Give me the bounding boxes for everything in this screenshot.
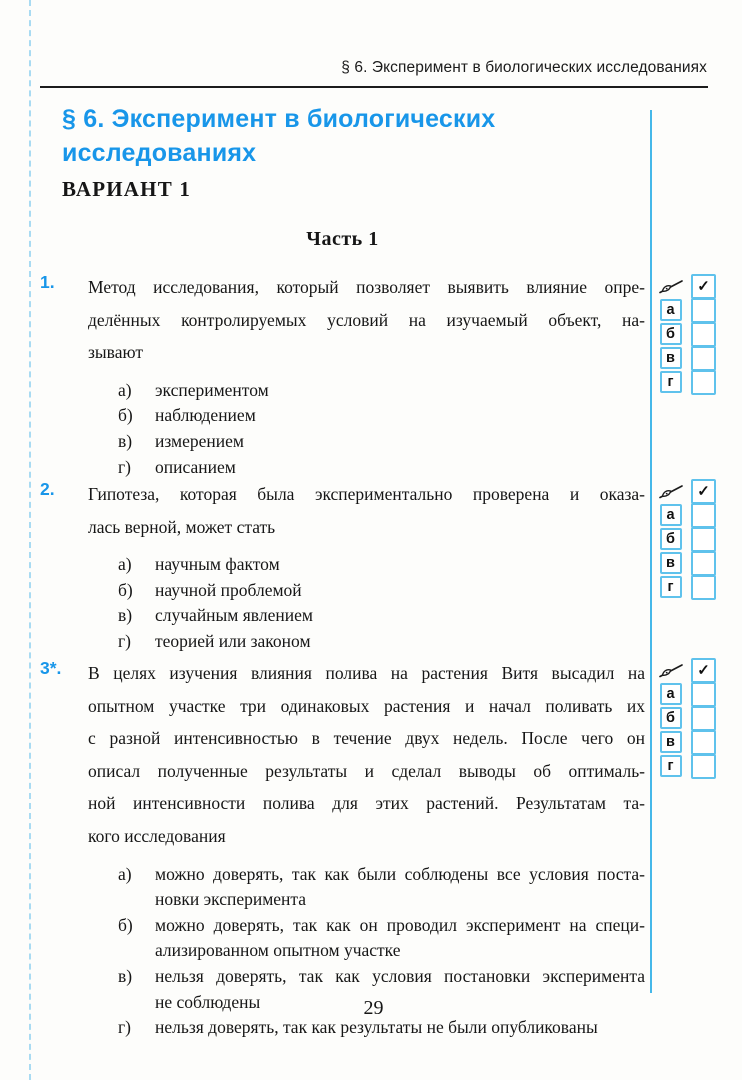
answer-row-b — [657, 323, 737, 345]
answer-letter-g: г — [660, 755, 682, 777]
question-text-line: Гипотеза, которая была экспериментально проверена и оказа- — [88, 484, 645, 504]
answer-checkbox-a[interactable] — [691, 503, 716, 528]
option-text-line: можно доверять, так как были соблюдены все условия поста- — [155, 863, 645, 884]
option-text-line: ализированном опытном участке — [155, 940, 401, 961]
option-label: г) — [118, 630, 132, 651]
option-label: в) — [118, 965, 133, 986]
option-v — [118, 429, 645, 455]
answer-row-g — [657, 371, 737, 393]
question-text-line: опытном участке три одинаковых растения и начал поливать их — [88, 695, 645, 716]
answer-letter-b: б — [660, 323, 682, 345]
option-v — [118, 603, 645, 629]
option-label: г) — [118, 1017, 132, 1038]
option-label: а) — [118, 863, 132, 884]
option-text-line: нельзя доверять, так как результаты не были опубликованы — [155, 1017, 598, 1038]
answer-checkbox-b[interactable] — [691, 322, 716, 347]
option-text-line: новки эксперимента — [155, 889, 307, 910]
option-g — [118, 455, 645, 481]
option-a — [118, 378, 645, 404]
section-title: § 6. Эксперимент в биологических исследованиях — [62, 105, 496, 167]
answer-checkbox-v[interactable] — [691, 730, 716, 755]
answer-row-g — [657, 755, 737, 777]
option-a — [118, 552, 645, 578]
option-label: г) — [118, 456, 132, 477]
option-text: научной проблемой — [155, 579, 302, 600]
header-rule — [40, 86, 708, 88]
question-2-number: 2. — [40, 479, 55, 499]
option-label: б) — [118, 579, 133, 600]
question-3 — [40, 657, 645, 1041]
option-text: случайным явлением — [155, 605, 313, 626]
answer-letter-g: г — [660, 371, 682, 393]
question-text-line: зывают — [88, 342, 143, 363]
answer-checkbox-v[interactable] — [691, 346, 716, 371]
answer-checkbox-example-checked[interactable]: ✓ — [691, 479, 716, 504]
question-text-line: делённых контролируемых условий на изучаемый объект, на- — [88, 309, 645, 330]
option-text-line: нельзя доверять, так как условия постановки эксперимента — [155, 965, 645, 986]
option-b — [118, 913, 645, 964]
pen-nib-icon — [657, 483, 684, 499]
answer-checkbox-g[interactable] — [691, 370, 716, 395]
option-label: в) — [118, 605, 133, 626]
question-text-line: с разной интенсивностью в течение двух недель. После чего он — [88, 728, 645, 749]
answer-letter-b: б — [660, 528, 682, 550]
answer-row-v — [657, 552, 737, 574]
question-1-options — [88, 378, 645, 480]
answer-checkbox-g[interactable] — [691, 575, 716, 600]
answer-letter-a: а — [660, 683, 682, 705]
option-g — [118, 629, 645, 655]
answer-checkbox-b[interactable] — [691, 706, 716, 731]
answer-checkbox-example-checked[interactable]: ✓ — [691, 658, 716, 683]
option-text: измерением — [155, 430, 244, 451]
question-2-options — [88, 552, 645, 654]
pen-nib-icon — [657, 662, 684, 678]
question-1-text — [88, 271, 645, 369]
option-text: теорией или законом — [155, 630, 311, 651]
answer-checkbox-v[interactable] — [691, 551, 716, 576]
option-text: научным фактом — [155, 554, 280, 575]
answer-letter-a: а — [660, 299, 682, 321]
option-label: б) — [118, 914, 133, 935]
answer-row-a — [657, 299, 737, 321]
running-header: § 6. Эксперимент в биологических исследованиях — [341, 59, 707, 76]
option-text-line: можно доверять, так как он проводил эксперимент на специ- — [155, 914, 645, 935]
answer-row-b — [657, 528, 737, 550]
answer-letter-v: в — [660, 347, 682, 369]
page-number: 29 — [363, 997, 384, 1019]
answer-letter-v: в — [660, 552, 682, 574]
pen-nib-icon — [657, 278, 684, 294]
answer-letter-v: в — [660, 731, 682, 753]
answer-row-v — [657, 347, 737, 369]
option-a — [118, 862, 645, 913]
option-text: экспериментом — [155, 379, 269, 400]
answer-checkbox-a[interactable] — [691, 298, 716, 323]
answer-letter-b: б — [660, 707, 682, 729]
option-label: в) — [118, 430, 133, 451]
answer-grid-header-row — [657, 480, 737, 502]
answer-row-v — [657, 731, 737, 753]
option-b — [118, 578, 645, 604]
answer-checkbox-b[interactable] — [691, 527, 716, 552]
answer-letter-a: а — [660, 504, 682, 526]
option-label: а) — [118, 379, 132, 400]
variant-heading: ВАРИАНТ 1 — [62, 177, 192, 201]
perforation-dashed-line — [29, 0, 31, 1080]
answer-letter-g: г — [660, 576, 682, 598]
answer-checkbox-a[interactable] — [691, 682, 716, 707]
question-text-line: кого исследования — [88, 825, 226, 846]
question-text-line: Метод исследования, который позволяет выявить влияние опре- — [88, 277, 645, 297]
answer-row-b — [657, 707, 737, 729]
answer-grid-q3 — [657, 659, 737, 779]
question-text-line: описал полученные результаты и сделал выводы об оптималь- — [88, 760, 645, 781]
question-1 — [40, 271, 645, 480]
question-3-text — [88, 657, 645, 853]
option-label: а) — [118, 554, 132, 575]
answer-grid-q2 — [657, 480, 737, 600]
question-2-text — [88, 478, 645, 543]
option-label: б) — [118, 405, 133, 426]
option-text: наблюдением — [155, 405, 256, 426]
answer-row-g — [657, 576, 737, 598]
question-3-number: 3*. — [40, 658, 62, 678]
answer-grid-q1 — [657, 275, 737, 395]
question-text-line: лась верной, может стать — [88, 516, 276, 537]
answer-checkbox-example-checked[interactable]: ✓ — [691, 274, 716, 299]
option-text: описанием — [155, 456, 236, 477]
question-2 — [40, 478, 645, 655]
option-b — [118, 403, 645, 429]
answer-row-a — [657, 504, 737, 526]
answer-column-divider — [650, 110, 652, 993]
question-text-line: ной интенсивности полива для этих растений. Результатам та- — [88, 793, 645, 814]
answer-grid-header-row — [657, 275, 737, 297]
question-text-line: В целях изучения влияния полива на растения Витя высадил на — [88, 663, 645, 683]
part-heading: Часть 1 — [306, 228, 379, 250]
answer-row-a — [657, 683, 737, 705]
answer-grid-header-row — [657, 659, 737, 681]
answer-checkbox-g[interactable] — [691, 754, 716, 779]
option-text-line: не соблюдены — [155, 991, 261, 1012]
question-1-number: 1. — [40, 272, 55, 292]
